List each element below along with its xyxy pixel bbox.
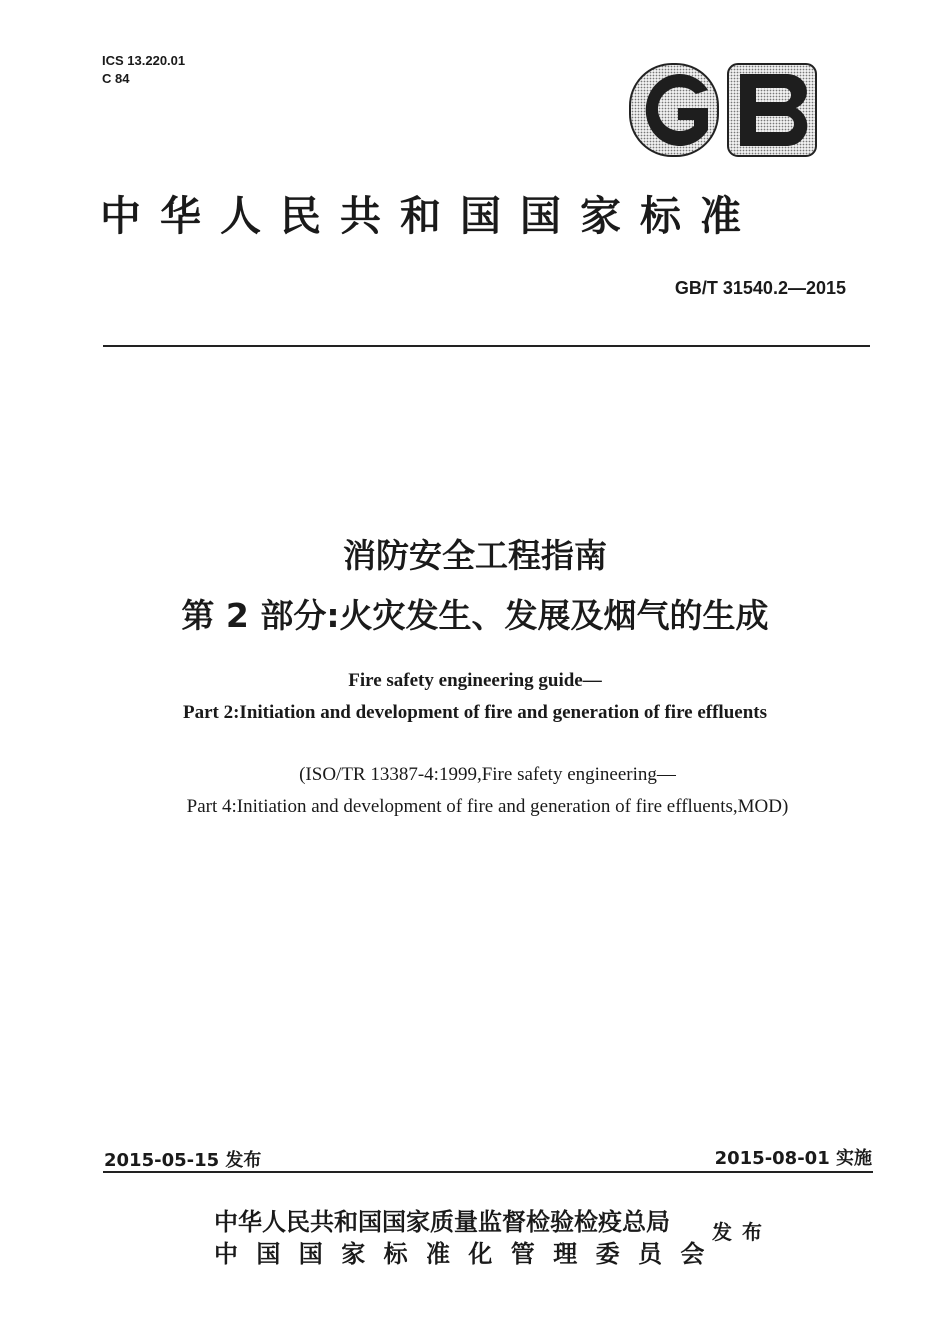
national-standard-title: 中华人民共和国国家标准 xyxy=(100,192,760,240)
bottom-divider xyxy=(103,1171,873,1173)
gb-logo xyxy=(628,62,818,158)
issuer-line-2: 中国国家标准化管理委员会 xyxy=(214,1239,723,1268)
implementation-date: 2015-08-01 实施 xyxy=(714,1148,872,1169)
ccs-code: C 84 xyxy=(102,71,130,86)
issue-date: 2015-05-15 发布 xyxy=(104,1150,262,1171)
publish-label: 发布 xyxy=(712,1220,772,1244)
chinese-title-line-1: 消防安全工程指南 xyxy=(343,536,607,575)
classification-codes xyxy=(102,52,185,88)
iso-reference-line-1: (ISO/TR 13387-4:1999,Fire safety engineering— xyxy=(299,764,676,785)
english-title-line-2: Part 2:Initiation and development of fire and generation of fire effluents xyxy=(182,702,768,723)
top-divider xyxy=(103,345,870,347)
iso-reference-line-2: Part 4:Initiation and development of fire and generation of fire effluents,MOD) xyxy=(186,796,789,817)
ics-code: ICS 13.220.01 xyxy=(102,53,186,68)
standard-number: GB/T 31540.2—2015 xyxy=(674,278,846,298)
issuer-line-1: 中华人民共和国国家质量监督检验检疫总局 xyxy=(214,1207,670,1236)
english-title-line-1: Fire safety engineering guide— xyxy=(348,670,602,691)
chinese-title-line-2: 第 2 部分:火灾发生、发展及烟气的生成 xyxy=(181,596,769,635)
